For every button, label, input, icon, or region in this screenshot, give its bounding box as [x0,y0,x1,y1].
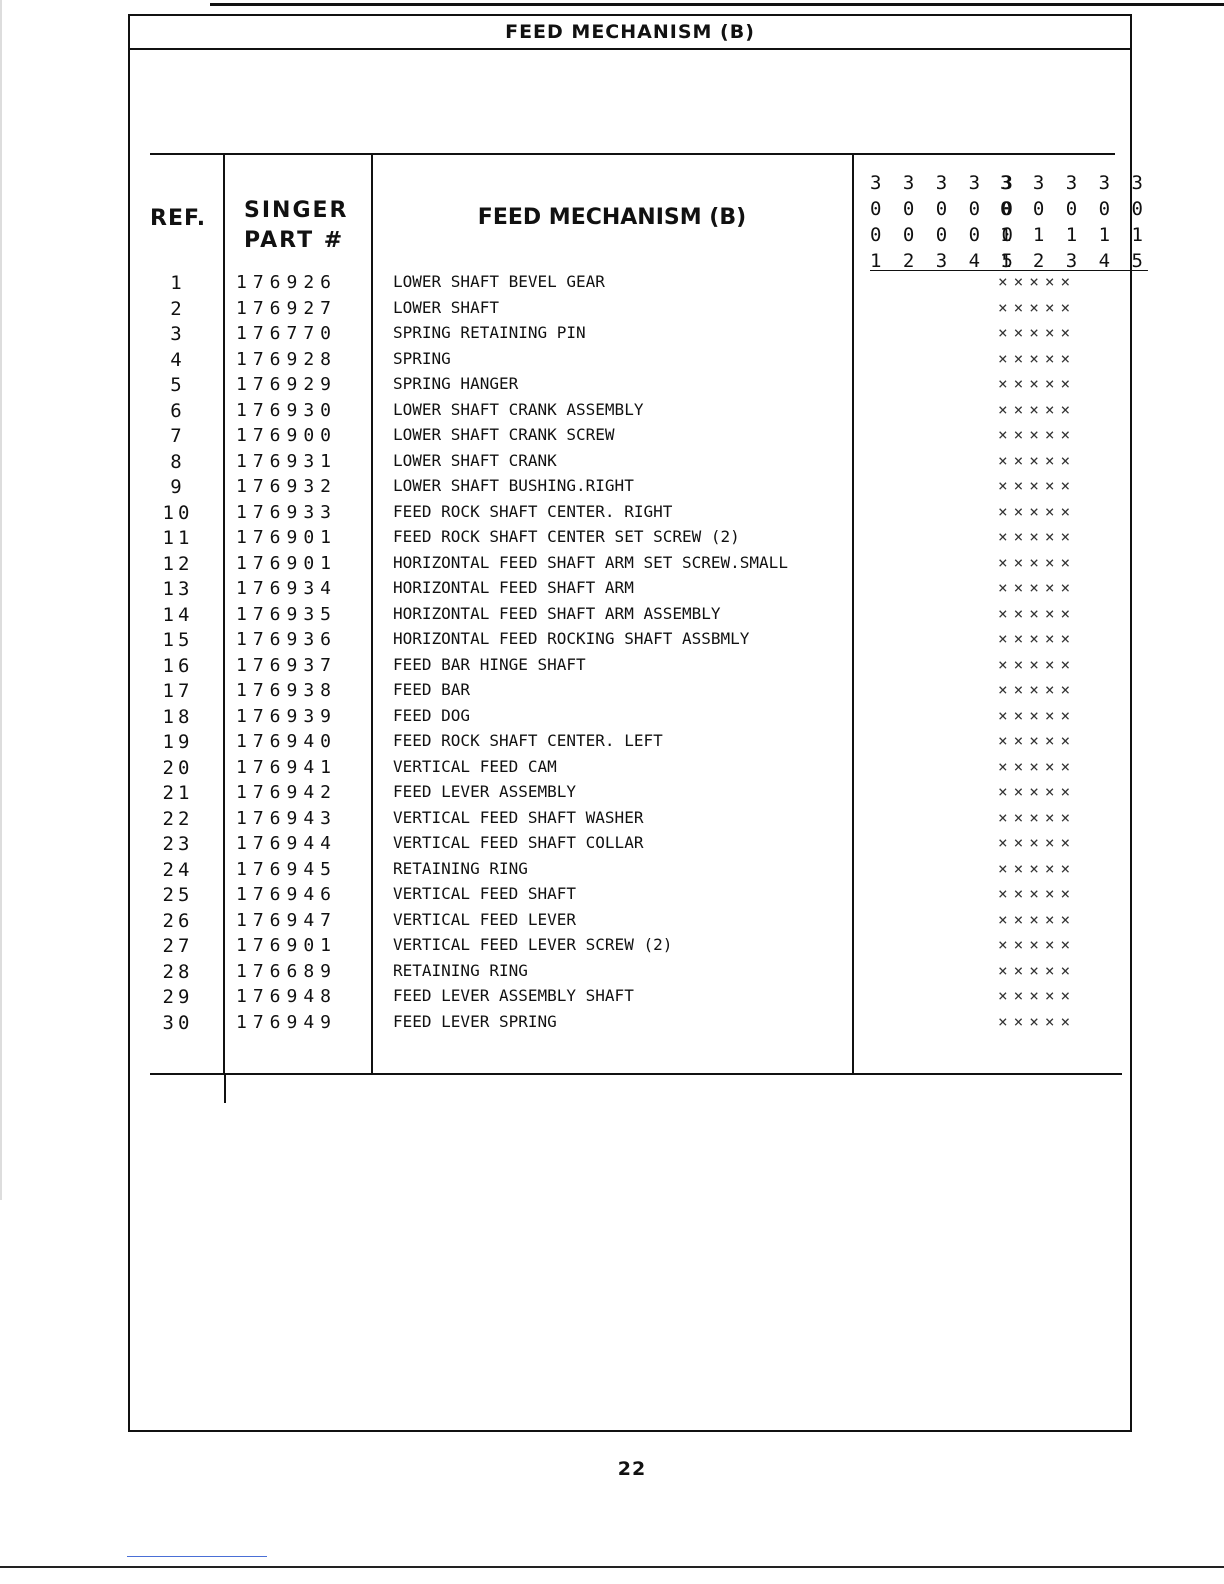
table-row [0,527,1224,553]
description-cell: VERTICAL FEED SHAFT WASHER [393,807,644,827]
ref-cell: 29 [162,986,194,1008]
table-row [0,476,1224,502]
model-b-line2: 0 0 0 0 0 [1000,198,1148,220]
model-marks-cell: ××××× [998,425,1077,444]
model-marks-cell: ××××× [998,527,1077,546]
ref-cell: 28 [162,960,194,983]
ref-cell: 1 [170,272,186,294]
top-rule [210,3,1224,6]
description-cell: VERTICAL FEED SHAFT COLLAR [393,833,644,852]
part-number-cell: 176937 [236,654,338,676]
ref-cell: 13 [162,578,194,600]
model-a-line3: 0 0 0 0 0 [870,224,1018,246]
description-cell: LOWER SHAFT CRANK ASSEMBLY [393,399,644,419]
table-bottom-rule [150,1073,1122,1075]
description-cell: SPRING [393,348,451,368]
table-row [0,1012,1224,1038]
model-marks-cell: ××××× [998,782,1077,801]
table-row [0,553,1224,579]
part-number-cell: 176689 [236,960,338,982]
description-cell: FEED ROCK SHAFT CENTER SET SCREW (2) [393,527,740,546]
ref-cell: 5 [170,374,186,396]
model-marks-cell: ××××× [998,731,1077,750]
part-number-cell: 176901 [236,552,338,574]
model-marks-cell: ××××× [998,348,1077,368]
model-marks-cell: ××××× [998,603,1077,623]
description-cell: VERTICAL FEED SHAFT [393,884,577,903]
ref-cell: 20 [162,756,194,779]
table-row [0,859,1224,885]
model-marks-cell: ××××× [998,374,1077,393]
description-cell: FEED BAR [393,680,471,699]
model-marks-cell: ××××× [998,654,1077,674]
description-cell: LOWER SHAFT BEVEL GEAR [393,272,605,291]
page-number: 22 [617,1458,647,1480]
page-title: FEED MECHANISM (B) [130,16,1130,50]
table-row [0,808,1224,834]
table-row [0,272,1224,298]
table-row [0,604,1224,630]
part-number-cell: 176926 [236,272,338,293]
model-marks-cell: ××××× [998,578,1077,597]
part-number-cell: 176949 [236,1011,338,1033]
ref-cell: 3 [170,323,186,345]
model-marks-cell: ××××× [998,552,1077,572]
model-marks-cell: ××××× [998,909,1077,929]
part-number-cell: 176939 [236,705,338,727]
model-group-b [1000,170,1148,274]
ref-cell: 21 [162,782,194,804]
description-cell: HORIZONTAL FEED SHAFT ARM SET SCREW.SMALL [393,552,788,572]
table-row [0,578,1224,604]
table-row [0,655,1224,681]
model-marks-cell: ××××× [998,680,1077,699]
table-row [0,910,1224,936]
description-cell: LOWER SHAFT BUSHING.RIGHT [393,476,634,495]
part-number-cell: 176931 [236,450,338,472]
description-cell: HORIZONTAL FEED SHAFT ARM [393,578,634,597]
part-number-cell: 176901 [236,527,338,548]
description-cell: FEED LEVER ASSEMBLY [393,782,577,801]
ref-cell: 14 [162,603,194,626]
header-part-line1: SINGER [244,198,349,223]
table-row [0,884,1224,910]
part-number-cell: 176900 [236,425,338,446]
description-cell: LOWER SHAFT CRANK [393,450,557,470]
part-number-cell: 176947 [236,909,338,931]
table-row [0,374,1224,400]
model-marks-cell: ××××× [998,756,1077,776]
table-row [0,986,1224,1012]
part-number-cell: 176940 [236,731,338,752]
model-marks-cell: ××××× [998,476,1077,495]
ref-cell: 11 [162,527,194,549]
model-marks-cell: ××××× [998,629,1077,648]
model-marks-cell: ××××× [998,399,1077,419]
table-row [0,680,1224,706]
model-marks-cell: ××××× [998,807,1077,827]
table-row [0,502,1224,528]
table-row [0,400,1224,426]
table-row [0,961,1224,987]
model-marks-cell: ××××× [998,960,1077,980]
ref-cell: 7 [170,425,186,447]
part-number-cell: 176936 [236,629,338,650]
model-b-line4: 1 2 3 4 5 [1000,250,1148,272]
ref-cell: 19 [162,731,194,753]
table-row [0,425,1224,451]
ref-cell: 26 [162,909,194,932]
part-number-cell: 176929 [236,374,338,395]
part-number-cell: 176901 [236,935,338,956]
model-a-line2: 0 0 0 0 0 [870,198,1018,220]
part-number-cell: 176944 [236,833,338,854]
ref-cell: 6 [170,399,186,422]
description-cell: LOWER SHAFT [393,297,499,317]
ref-cell: 8 [170,450,186,473]
model-marks-cell: ××××× [998,833,1077,852]
description-cell: FEED DOG [393,705,471,725]
table-top-rule [150,153,1115,155]
description-cell: VERTICAL FEED LEVER [393,909,577,929]
part-number-cell: 176770 [236,323,338,344]
table-row [0,833,1224,859]
description-cell: SPRING HANGER [393,374,519,393]
header-ref: REF. [150,206,207,231]
description-cell: FEED ROCK SHAFT CENTER. RIGHT [393,501,673,521]
model-marks-cell: ××××× [998,705,1077,725]
model-b-line3: 1 1 1 1 1 [1000,224,1148,246]
description-cell: SPRING RETAINING PIN [393,323,586,342]
part-number-cell: 176935 [236,603,338,625]
table-row [0,782,1224,808]
model-a-line4: 1 2 3 4 5 [870,250,1018,272]
ref-cell: 9 [170,476,186,498]
model-marks-cell: ××××× [998,986,1077,1005]
model-marks-cell: ××××× [998,272,1077,291]
table-row [0,935,1224,961]
part-number-cell: 176945 [236,858,338,880]
header-description: FEED MECHANISM (B) [477,205,747,230]
ref-cell: 24 [162,858,194,881]
table-row [0,757,1224,783]
ref-cell: 23 [162,833,194,855]
model-marks-cell: ××××× [998,935,1077,954]
ref-cell: 10 [162,501,194,524]
table-row [0,731,1224,757]
model-group-a [870,170,1018,274]
description-cell: HORIZONTAL FEED ROCKING SHAFT ASSBMLY [393,629,750,648]
table-row [0,451,1224,477]
part-number-cell: 176946 [236,884,338,905]
part-number-cell: 176933 [236,501,338,523]
part-number-cell: 176943 [236,807,338,829]
model-marks-cell: ××××× [998,501,1077,521]
description-cell: LOWER SHAFT CRANK SCREW [393,425,615,444]
description-cell: RETAINING RING [393,960,528,980]
description-cell: VERTICAL FEED LEVER SCREW (2) [393,935,673,954]
description-cell: FEED BAR HINGE SHAFT [393,654,586,674]
description-cell: RETAINING RING [393,858,528,878]
model-b-line1: 3 3 3 3 3 [1000,172,1148,194]
table-row [0,629,1224,655]
part-number-cell: 176934 [236,578,338,599]
ref-cell: 12 [162,552,194,575]
ref-cell: 25 [162,884,194,906]
ref-cell: 15 [162,629,194,651]
bottom-link-underline [127,1556,267,1557]
table-row [0,323,1224,349]
model-marks-cell: ××××× [998,858,1077,878]
description-cell: VERTICAL FEED CAM [393,756,557,776]
header-part-line2: PART # [244,228,345,253]
model-marks-cell: ××××× [998,297,1077,317]
ref-cell: 22 [162,807,194,830]
table-row [0,706,1224,732]
ref-cell: 27 [162,935,194,957]
model-marks-cell: ××××× [998,450,1077,470]
bottom-rule [0,1566,1224,1568]
part-number-cell: 176938 [236,680,338,701]
ref-cell: 18 [162,705,194,728]
part-number-cell: 176930 [236,399,338,421]
part-number-cell: 176932 [236,476,338,497]
part-number-cell: 176948 [236,986,338,1007]
table-row [0,298,1224,324]
ref-cell: 30 [162,1011,194,1034]
model-marks-cell: ××××× [998,323,1077,342]
description-cell: FEED LEVER ASSEMBLY SHAFT [393,986,634,1005]
ref-cell: 16 [162,654,194,677]
model-marks-cell: ××××× [998,884,1077,903]
part-number-cell: 176942 [236,782,338,803]
model-marks-cell: ××××× [998,1011,1077,1031]
ref-cell: 2 [170,297,186,320]
part-number-cell: 176928 [236,348,338,370]
table-row [0,349,1224,375]
model-a-line1: 3 3 3 3 3 [870,172,1018,194]
description-cell: FEED ROCK SHAFT CENTER. LEFT [393,731,663,750]
ref-cell: 4 [170,348,186,371]
description-cell: HORIZONTAL FEED SHAFT ARM ASSEMBLY [393,603,721,623]
header-part [244,196,348,256]
part-number-cell: 176927 [236,297,338,319]
column-divider-ref-tail [224,1073,226,1103]
part-number-cell: 176941 [236,756,338,778]
description-cell: FEED LEVER SPRING [393,1011,557,1031]
ref-cell: 17 [162,680,194,702]
